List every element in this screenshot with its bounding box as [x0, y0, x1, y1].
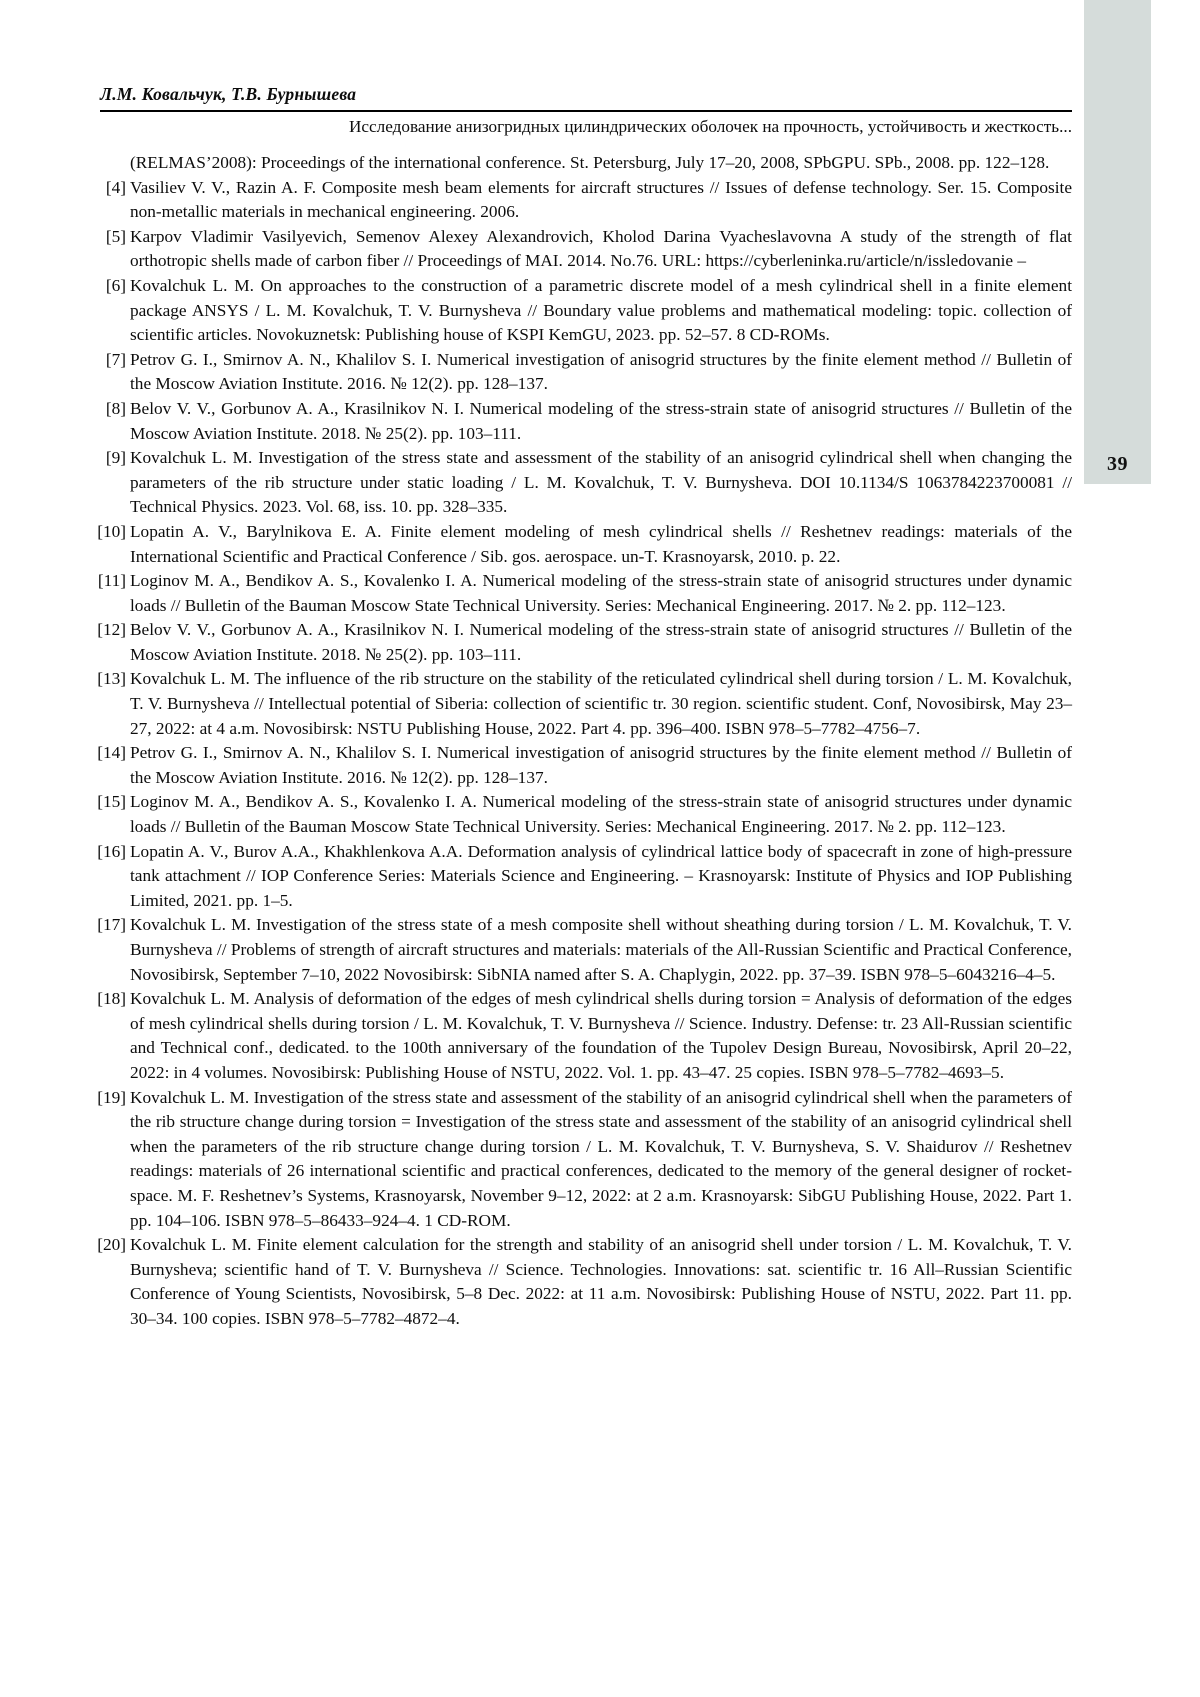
reference-item	[97, 913, 1072, 987]
reference-item	[100, 274, 1072, 348]
reference-text: (RELMAS’2008): Proceedings of the international conference. St. Petersburg, July 17–20, 2008, SPbGPU. SPb., 2008. pp. 122–128.	[130, 153, 1050, 172]
reference-item	[97, 987, 1072, 1085]
header-running-title: Исследование анизогридных цилиндрических оболочек на прочность, устойчивость и жесткость...	[348, 117, 1072, 136]
reference-number: [14]	[97, 743, 126, 763]
reference-item	[97, 618, 1072, 667]
reference-item	[97, 1086, 1072, 1234]
reference-item	[100, 348, 1072, 397]
reference-list	[97, 151, 1072, 1332]
reference-number: [9]	[105, 448, 126, 468]
reference-item	[100, 225, 1072, 274]
reference-item	[100, 397, 1072, 446]
reference-number: [8]	[105, 398, 126, 418]
reference-text: Petrov G. I., Smirnov A. N., Khalilov S. I. Numerical investigation of anisogrid structures by the finite element method // Bulletin of the Moscow Aviation Institute. 2016. № 12(2). pp. 128–137.	[130, 743, 1072, 787]
reference-text: Lopatin A. V., Burov A.A., Khakhlenkova A.A. Deformation analysis of cylindrical lattice body of spacecraft in zone of high-pressure tank attachment // IOP Conference Series: Materials Science and Engineering. – Krasnoyarsk: Institute of Physics and IOP Publishing Limited, 2021. pp. 1–5.	[130, 841, 1072, 910]
reference-text: Belov V. V., Gorbunov A. A., Krasilnikov N. I. Numerical modeling of the stress-strain state of anisogrid structures // Bulletin of the Moscow Aviation Institute. 2018. № 25(2). pp. 103–111.	[130, 398, 1072, 443]
reference-text: Belov V. V., Gorbunov A. A., Krasilnikov N. I. Numerical modeling of the stress-strain state of anisogrid structures // Bulletin of the Moscow Aviation Institute. 2018. № 25(2). pp. 103–111.	[130, 620, 1072, 664]
reference-number: [17]	[97, 915, 126, 935]
page-edge-bar	[1084, 0, 1151, 484]
reference-text: Vasiliev V. V., Razin A. F. Composite mesh beam elements for aircraft structures // Issues of defense technology. Ser. 15. Composite non-metallic materials in mechanical engineering. 2006.	[130, 177, 1072, 222]
page-number: 39	[1107, 453, 1128, 475]
reference-number: [12]	[97, 620, 126, 640]
reference-text: Karpov Vladimir Vasilyevich, Semenov Alexey Alexandrovich, Kholod Darina Vyacheslavovna A study of the strength of flat orthotropic shells made of carbon fiber // Proceedings of MAI. 2014. No.76. URL: https://cyberleninka.ru/article/n/issledovanie –	[130, 226, 1072, 271]
reference-item	[100, 176, 1072, 225]
reference-text: Kovalchuk L. M. Analysis of deformation of the edges of mesh cylindrical shells during torsion = Analysis of deformation of the edges of mesh cylindrical shells during torsion / L. M. Kovalchuk, T. V. Burnysheva // Science. Industry. Defense: tr. 23 All-Russian scientific and Technical conf., dedicated. to the 100th anniversary of the foundation of the Tupolev Design Bureau, Novosibirsk, April 20–22, 2022: in 4 volumes. Novosibirsk: Publishing House of NSTU, 2022. Vol. 1. pp. 43–47. 25 copies. ISBN 978–5–7782–4693–5.	[130, 989, 1072, 1082]
reference-number: [6]	[105, 275, 126, 295]
reference-number: [16]	[97, 841, 126, 861]
reference-text: Kovalchuk L. M. On approaches to the construction of a parametric discrete model of a mesh cylindrical shell in a finite element package ANSYS / L. M. Kovalchuk, T. V. Burnysheva // Boundary value problems and mathematical modeling: topic. collection of scientific articles. Novokuznetsk: Publishing house of KSPI KemGU, 2023. pp. 52–57. 8 CD-ROMs.	[130, 275, 1072, 345]
reference-text: Petrov G. I., Smirnov A. N., Khalilov S. I. Numerical investigation of anisogrid structures by the finite element method // Bulletin of the Moscow Aviation Institute. 2016. № 12(2). pp. 128–137.	[130, 349, 1072, 394]
reference-number: [10]	[97, 521, 126, 541]
reference-number: [19]	[97, 1087, 126, 1107]
reference-text: Kovalchuk L. M. The influence of the rib structure on the stability of the reticulated cylindrical shell during torsion / L. M. Kovalchuk, T. V. Burnysheva // Intellectual potential of Siberia: collection of scientific tr. 30 region. scientific student. Conf, Novosibirsk, May 23–27, 2022: at 4 a.m. Novosibirsk: NSTU Publishing House, 2022. Part 4. pp. 396–400. ISBN 978–5–7782–4756–7.	[130, 669, 1072, 738]
reference-item	[97, 1233, 1072, 1331]
reference-number: [7]	[105, 349, 126, 369]
header-authors: Л.М. Ковальчук, Т.В. Бурнышева	[100, 84, 1072, 112]
reference-number: [15]	[97, 792, 126, 812]
reference-text: Loginov M. A., Bendikov A. S., Kovalenko I. A. Numerical modeling of the stress-strain state of anisogrid structures under dynamic loads // Bulletin of the Bauman Moscow State Technical University. Series: Mechanical Engineering. 2017. № 2. pp. 112–123.	[130, 571, 1072, 615]
reference-text: Kovalchuk L. M. Finite element calculation for the strength and stability of an anisogrid shell under torsion / L. M. Kovalchuk, T. V. Burnysheva; scientific hand of T. V. Burnysheva // Science. Technologies. Innovations: sat. scientific tr. 16 All–Russian Scientific Conference of Young Scientists, Novosibirsk, 5–8 Dec. 2022: at 11 a.m. Novosibirsk: Publishing House of NSTU, 2022. Part 11. pp. 30–34. 100 copies. ISBN 978–5–7782–4872–4.	[130, 1235, 1072, 1328]
reference-number: [11]	[97, 571, 126, 591]
reference-item	[97, 569, 1072, 618]
reference-number: [20]	[97, 1235, 126, 1255]
reference-item	[97, 741, 1072, 790]
reference-text: Lopatin A. V., Barylnikova E. A. Finite element modeling of mesh cylindrical shells // Reshetnev readings: materials of the International Scientific and Practical Conference / Sib. gos. aerospace. un-T. Krasnoyarsk, 2010. p. 22.	[130, 521, 1072, 566]
reference-item	[97, 790, 1072, 839]
reference-number: [13]	[97, 669, 126, 689]
reference-item	[97, 667, 1072, 741]
reference-number: [5]	[105, 226, 126, 246]
reference-item	[100, 446, 1072, 520]
reference-text: Kovalchuk L. M. Investigation of the stress state of a mesh composite shell without sheathing during torsion / L. M. Kovalchuk, T. V. Burnysheva // Problems of strength of aircraft structures and materials: materials of the All-Russian Scientific and Practical Conference, Novosibirsk, September 7–10, 2022 Novosibirsk: SibNIA named after S. A. Chaplygin, 2022. pp. 37–39. ISBN 978–5–6043216–4–5.	[130, 915, 1072, 984]
reference-text: Kovalchuk L. M. Investigation of the stress state and assessment of the stability of an anisogrid cylindrical shell when the parameters of the rib structure change during torsion = Investigation of the stress state and assessment of the stability of an anisogrid cylindrical shell when the parameters of the rib structure change during torsion / L. M. Kovalchuk, T. V. Burnysheva, S. V. Shaidurov // Reshetnev readings: materials of 26 international scientific and practical conferences, dedicated to the memory of the general designer of rocket-space. M. F. Reshetnev’s Systems, Krasnoyarsk, November 9–12, 2022: at 2 a.m. Krasnoyarsk: SibGU Publishing House, 2022. Part 1. pp. 104–106. ISBN 978–5–86433–924–4. 1 CD-ROM.	[130, 1087, 1072, 1230]
reference-number: [18]	[97, 989, 126, 1009]
reference-item	[97, 520, 1072, 569]
reference-item	[97, 840, 1072, 914]
running-header	[100, 84, 1072, 137]
reference-number: [4]	[105, 177, 126, 197]
reference-text: Kovalchuk L. M. Investigation of the stress state and assessment of the stability of an anisogrid cylindrical shell when changing the parameters of the rib structure under static loading / L. M. Kovalchuk, T. V. Burnysheva. DOI 10.1134/S 1063784223700081 // Technical Physics. 2023. Vol. 68, iss. 10. pp. 328–335.	[130, 448, 1072, 517]
reference-continuation	[100, 151, 1072, 176]
reference-text: Loginov M. A., Bendikov A. S., Kovalenko I. A. Numerical modeling of the stress-strain state of anisogrid structures under dynamic loads // Bulletin of the Bauman Moscow State Technical University. Series: Mechanical Engineering. 2017. № 2. pp. 112–123.	[130, 792, 1072, 837]
